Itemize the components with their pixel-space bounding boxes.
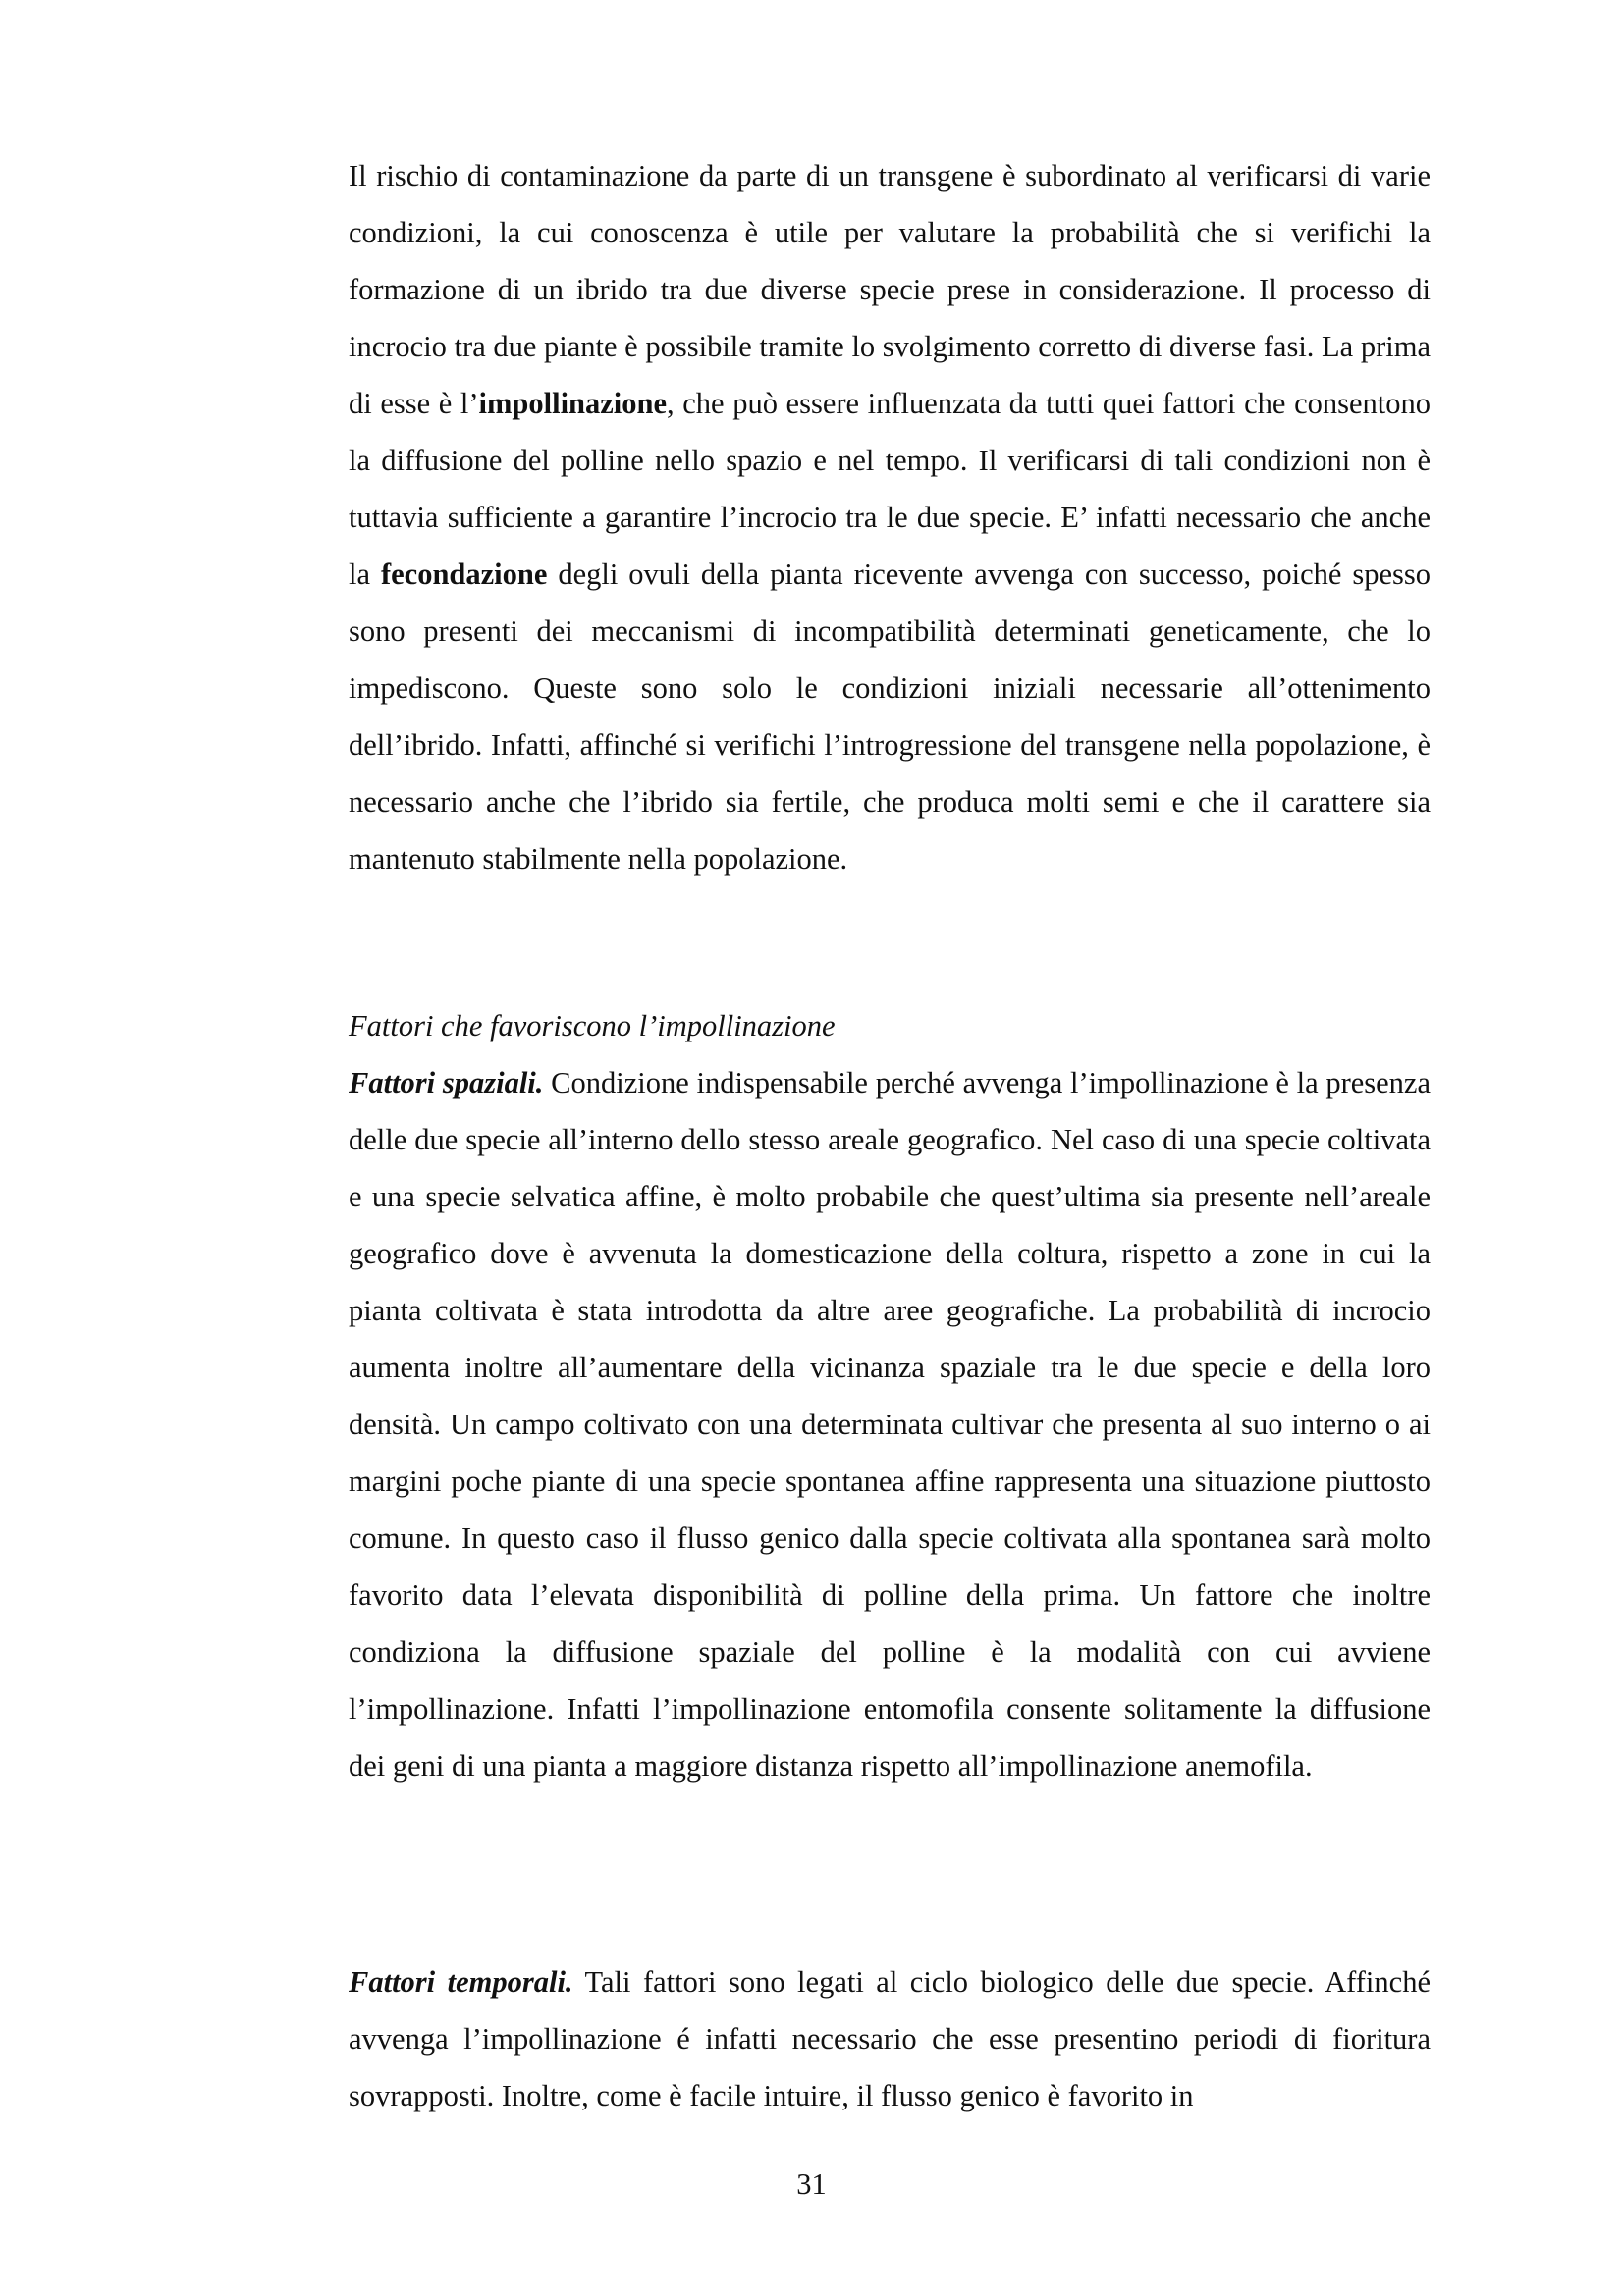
paragraph-spatial-factors — [349, 1054, 1431, 1794]
paragraph-body: Condizione indispensabile perché avvenga l’impollinazione è la presenza delle due specie all’interno dello stesso areale geografico. Nel caso di una specie coltivata e una specie selvatica affine, è molto probabile che quest’ultima sia presente nell’areale geografico dove è avvenuta la domesticazione della coltura, rispetto a zone in cui la pianta coltivata è stata introdotta da altre aree geografiche. La probabilità di incrocio aumenta inoltre all’aumentare della vicinanza spaziale tra le due specie e della loro densità. Un campo coltivato con una determinata cultivar che presenta al suo interno o ai margini poche piante di una specie spontanea affine rappresenta una situazione piuttosto comune. In questo caso il flusso genico dalla specie coltivata alla spontanea sarà molto favorito data l’elevata disponibilità di polline della prima. Un fattore che inoltre condiziona la diffusione spaziale del polline è la modalità con cui avviene l’impollinazione. Infatti l’impollinazione entomofila consente solitamente la diffusione dei geni di una pianta a maggiore distanza rispetto all’impollinazione anemofila. — [349, 1066, 1432, 1783]
term-impollinazione: impollinazione — [478, 387, 668, 420]
paragraph-text — [349, 147, 1431, 887]
paragraph-text-part1: Il rischio di contaminazione da parte di un transgene è subordinato al verificarsi di varie condizioni, la cui conoscenza è utile per valutare la probabilità che si verifichi la formazione di un ibrido tra due diverse specie prese in considerazione. Il processo di incrocio tra due piante è possibile tramite lo svolgimento corretto di diverse fasi. La prima di esse è l’ — [349, 159, 1431, 420]
paragraph-contamination-risk — [349, 147, 1431, 887]
page-number: 31 — [796, 2167, 827, 2201]
paragraph-temporal-factors — [349, 1953, 1431, 2124]
paragraph-text — [349, 1953, 1431, 2124]
paragraph-body: Tali fattori sono legati al ciclo biologico delle due specie. Affinché avvenga l’impollinazione é infatti necessario che esse presentino periodi di fioritura sovrapposti. Inoltre, come è facile intuire, il flusso genico è favorito in — [349, 1965, 1431, 2112]
section-heading: Fattori che favoriscono l’impollinazione — [349, 1009, 836, 1042]
label-fattori-spaziali: Fattori spaziali. — [349, 1066, 544, 1099]
paragraph-text-part2: , che può essere influenzata da tutti quei fattori che consentono la diffusione del polline nello spazio e nel tempo. Il verificarsi di tali condizioni non è tuttavia sufficiente a garantire l’incrocio tra le due specie. E’ infatti necessario che anche la — [349, 387, 1431, 591]
term-fecondazione: fecondazione — [380, 558, 548, 591]
paragraph-text — [349, 1054, 1431, 1794]
paragraph-text-part3: degli ovuli della pianta ricevente avvenga con successo, poiché spesso sono presenti dei meccanismi di incompatibilità determinati geneticamente, che lo impediscono. Queste sono solo le condizioni iniziali necessarie all’ottenimento dell’ibrido. Infatti, affinché si verifichi l’introgressione del transgene nella popolazione, è necessario anche che l’ibrido sia fertile, che produca molti semi e che il carattere sia mantenuto stabilmente nella popolazione. — [349, 558, 1432, 876]
label-fattori-temporali: Fattori temporali. — [349, 1965, 573, 1999]
